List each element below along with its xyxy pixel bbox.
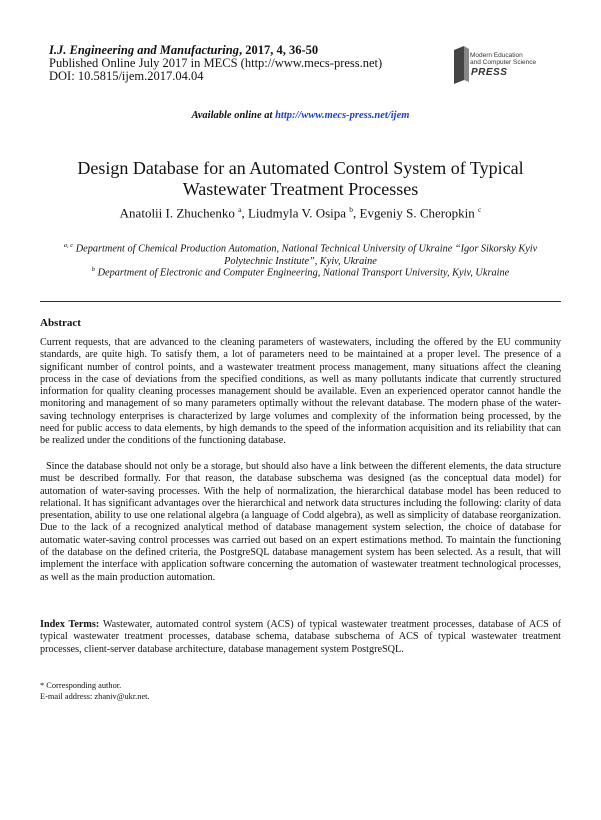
affiliation-text: Department of Chemical Production Automation, National Technical University of Ukraine “Igor Sikorsky Kyiv Polytechnic Institute”, Kyiv, Ukraine (75, 243, 538, 267)
paper-title: Design Database for an Automated Control System of Typical Wastewater Treatment Processes (77, 158, 524, 199)
corresponding-note: * Corresponding author. (40, 681, 122, 690)
publisher-logo (452, 36, 552, 90)
availability-prefix: Available online at (191, 110, 276, 121)
publisher-name (470, 52, 536, 66)
email-address: E-mail address: zhaniv@ukr.net. (40, 691, 150, 701)
author-sep: , (241, 205, 248, 221)
abstract-heading: Abstract (40, 317, 81, 329)
author-affil-marker: a (238, 205, 242, 214)
journal-name: I.J. Engineering and Manufacturing (49, 43, 239, 57)
author-sep: , (353, 205, 360, 221)
journal-header (49, 44, 382, 83)
published-line: Published Online July 2017 in MECS (http://www.mecs-press.net) (49, 56, 383, 70)
availability-line (0, 110, 601, 121)
author-affil-marker: c (477, 205, 482, 214)
publisher-line2: and Computer Science (470, 59, 537, 66)
footnote (40, 681, 150, 702)
affiliation-marker: b (91, 266, 96, 273)
index-terms-text: Wastewater, automated control system (ACS) of typical wastewater treatment processes, database of ACS of typical wastewater treatment processes, database schema, database subschema of ACS of typical wastewater treatment processes, client-server database architecture, database management system PostgreSQL. (40, 619, 561, 655)
book-icon (452, 44, 472, 84)
affiliation-marker: a, c (63, 242, 74, 249)
journal-url-link[interactable]: http://www.mecs-press.net/ijem (275, 110, 410, 121)
abstract-paragraph: Since the database should not only be a storage, but should also have a link between the different elements, the data structure must be described formally. For that reason, the database subschema was designed (as the conceptual data model) for automation of water-saving processes. With the help of normalization, the hierarchical database model has been reduced to relational. It has significant advantages over the hierarchical and network data structures including the following: clarity of data presentation, ability to use one relational algebra (a language of Codd algebra), as well as simplicity of database reorganization. Due to the lack of a recognized analytical method of database management system selection, the choice of database for automatic water-saving control processes was carried out based on an expert estimations method. To maintain the functioning of the database on the defined criteria, the PostgreSQL database management system has been selected. As a result, that will implement the interface with application software concerning the automation of wastewater treatment technological processes, as well as the main production automation. (40, 461, 561, 583)
affiliation-text: Department of Electronic and Computer Engineering, National Transport University, Kyiv, Ukraine (97, 267, 510, 279)
section-divider (40, 301, 561, 302)
author-name: Evgeniy S. Cheropkin (359, 205, 475, 221)
affiliation (40, 264, 561, 280)
index-terms (40, 619, 561, 656)
abstract-paragraph: Current requests, that are advanced to the cleaning parameters of wastewaters, including the offered by the EU community standards, are quite high. To satisfy them, a lot of parameters need to be maintained at a proper level. The presence of a significant number of control points, and a wastewater treatment process management, many situations affect the cleaning process in the case of deviations from the specified conditions, as well as many pollutants indicate that currently structured information for quality cleaning processes management should be available. Even an experienced operator cannot handle the monitoring and management of so many parameters optimally without the relevant database. The modern phase of the water-saving technology enterprises is characterized by large volumes and complexity of the information being processed, by the need for public access to data elements, by high demands to the speed of the information acquisition and its reliability that can be realized under the conditions of the functioning database. (40, 337, 561, 447)
publisher-press: PRESS (471, 67, 508, 78)
publisher-line1: Modern Education (470, 52, 523, 59)
author-name: Anatolii I. Zhuchenko (119, 205, 235, 221)
index-terms-label: Index Terms: (40, 619, 100, 630)
author-affil-marker: b (349, 205, 354, 214)
author-list (0, 205, 601, 221)
journal-details: , 2017, 4, 36-50 (238, 43, 319, 57)
doi-line: DOI: 10.5815/ijem.2017.04.04 (49, 69, 204, 83)
author-name: Liudmyla V. Osipa (247, 205, 347, 221)
